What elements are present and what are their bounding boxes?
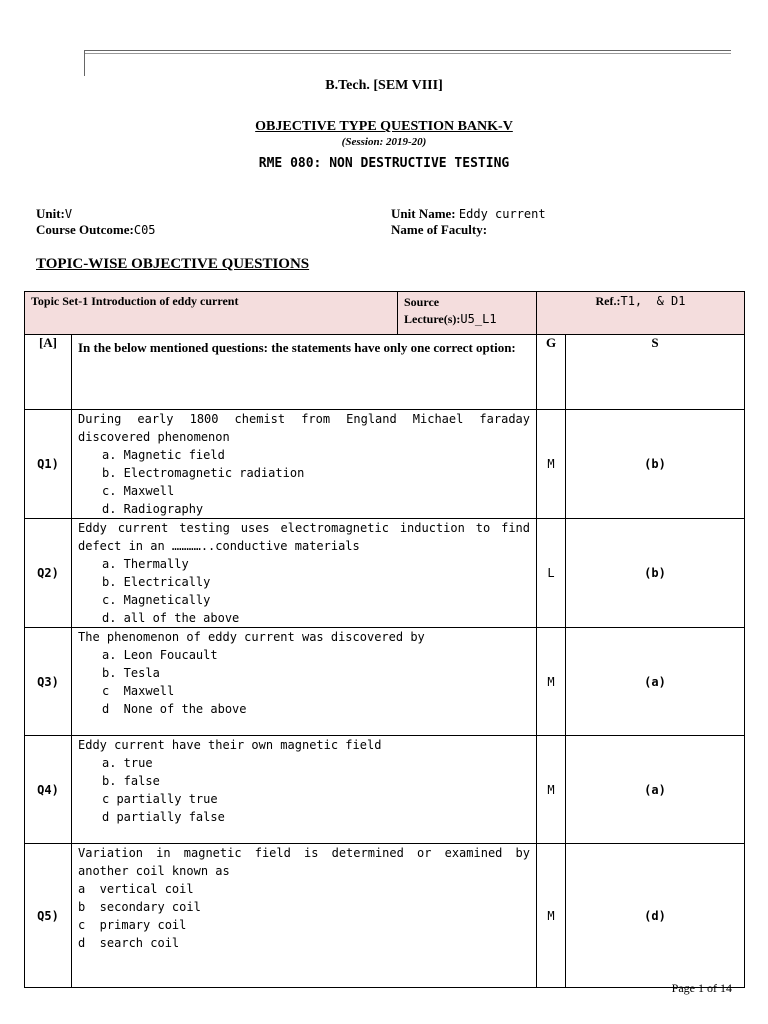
option-c: c partially true	[102, 792, 218, 806]
question-bank-title: OBJECTIVE TYPE QUESTION BANK-V	[255, 119, 513, 134]
faculty-field	[391, 222, 487, 238]
option-a: a. Thermally	[102, 557, 189, 571]
unit-name-label: Unit Name:	[391, 206, 456, 221]
question-row	[25, 736, 745, 844]
instruction-label: [A]	[25, 335, 72, 410]
question-row	[25, 410, 745, 519]
source-lectures	[398, 292, 537, 335]
unit-value: V	[64, 207, 73, 221]
question-text: Eddy current have their own magnetic field	[78, 738, 382, 752]
page-number: Page 1 of 14	[671, 981, 732, 995]
column-g-header: G	[537, 335, 566, 410]
option-c: c. Magnetically	[102, 593, 211, 607]
question-body	[72, 736, 537, 844]
option-b: b. Electromagnetic radiation	[102, 466, 305, 480]
option-a: a. Leon Foucault	[102, 648, 218, 662]
question-text: Eddy current testing uses electromagnetic induction to find defect in an …………..conductive materials	[78, 521, 530, 553]
left-border-rule	[84, 50, 85, 76]
option-b: b. Tesla	[102, 666, 160, 680]
program-title: B.Tech. [SEM VIII]	[325, 78, 443, 93]
column-s-header: S	[566, 335, 745, 410]
question-body	[72, 844, 537, 988]
option-c: c Maxwell	[102, 684, 175, 698]
difficulty-level: M	[537, 410, 566, 519]
question-number: Q3)	[25, 628, 72, 736]
option-a: a. Magnetic field	[102, 448, 225, 462]
option-d: d partially false	[102, 810, 225, 824]
section-title: TOPIC-WISE OBJECTIVE QUESTIONS	[36, 256, 310, 272]
question-row	[25, 519, 745, 628]
instruction-row	[25, 335, 745, 410]
unit-field	[36, 206, 72, 222]
question-body	[72, 519, 537, 628]
question-text: The phenomenon of eddy current was discovered by	[78, 630, 425, 644]
session-label: (Session: 2019-20)	[341, 136, 427, 148]
question-row	[25, 628, 745, 736]
course-outcome-value: C05	[133, 223, 156, 237]
question-text: Variation in magnetic field is determined or examined by another coil known as	[78, 846, 530, 878]
question-body	[72, 410, 537, 519]
question-row	[25, 844, 745, 988]
question-table	[24, 291, 745, 988]
option-d: d. all of the above	[102, 611, 240, 625]
course-outcome-label: Course Outcome:	[36, 222, 134, 237]
answer: (b)	[566, 519, 745, 628]
source-value: U5_L1	[460, 312, 497, 326]
question-number: Q5)	[25, 844, 72, 988]
option-a: a vertical coil	[78, 882, 194, 896]
unit-name-value: Eddy current	[458, 207, 546, 221]
option-b: b. false	[102, 774, 160, 788]
option-d: d search coil	[78, 936, 180, 950]
top-border-rule-inner	[84, 53, 731, 54]
difficulty-level: L	[537, 519, 566, 628]
option-b: b secondary coil	[78, 900, 201, 914]
option-d: d None of the above	[102, 702, 247, 716]
question-number: Q2)	[25, 519, 72, 628]
answer: (a)	[566, 628, 745, 736]
question-number: Q1)	[25, 410, 72, 519]
difficulty-level: M	[537, 628, 566, 736]
ref-value: T1, & D1	[620, 294, 686, 308]
topic-label: Topic Set-1 Introduction of eddy current	[25, 292, 398, 335]
question-number: Q4)	[25, 736, 72, 844]
option-b: b. Electrically	[102, 575, 211, 589]
instruction-text: In the below mentioned questions: the statements have only one correct option:	[72, 335, 537, 410]
option-c: c. Maxwell	[102, 484, 175, 498]
answer: (b)	[566, 410, 745, 519]
option-c: c primary coil	[78, 918, 187, 932]
course-outcome-field	[36, 222, 156, 238]
question-text: During early 1800 chemist from England Michael faraday discovered phenomenon	[78, 412, 530, 444]
faculty-label: Name of Faculty:	[391, 222, 488, 237]
reference	[537, 292, 745, 335]
course-title: RME 080: NON DESTRUCTIVE TESTING	[258, 156, 510, 171]
unit-label: Unit:	[36, 206, 65, 221]
option-d: d. Radiography	[102, 502, 204, 516]
difficulty-level: M	[537, 736, 566, 844]
option-a: a. true	[102, 756, 153, 770]
unit-name-field	[391, 206, 546, 222]
answer: (a)	[566, 736, 745, 844]
difficulty-level: M	[537, 844, 566, 988]
answer: (d)	[566, 844, 745, 988]
topic-header-row	[25, 292, 745, 335]
source-label: Source Lecture(s):	[404, 295, 461, 326]
ref-label: Ref.:	[595, 294, 621, 308]
question-body	[72, 628, 537, 736]
top-border-rule	[84, 50, 731, 51]
